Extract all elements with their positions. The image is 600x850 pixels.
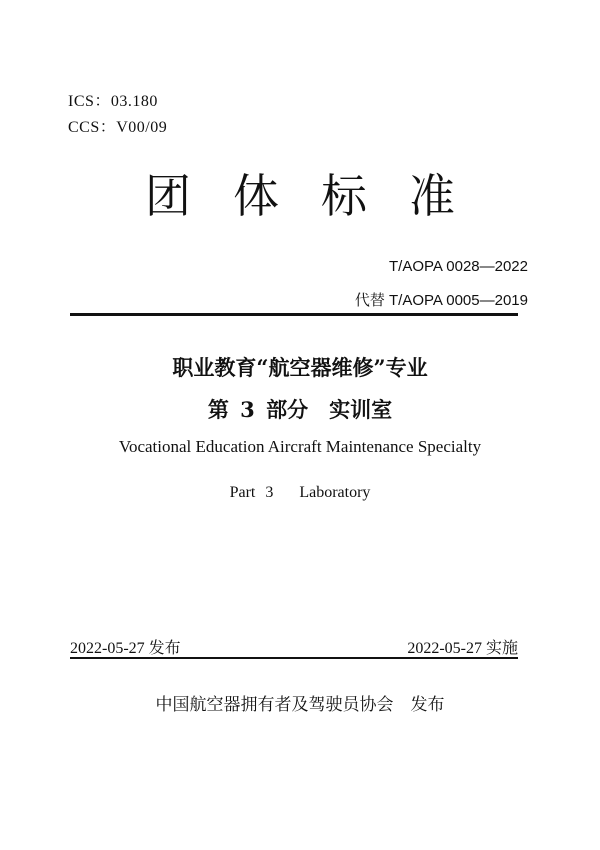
document-title-cn-line1: 职业教育“航空器维修”专业: [172, 355, 428, 380]
document-title-cn-line2: 第 3 部分 实训室: [207, 397, 393, 422]
page-title: 团体标准: [145, 169, 497, 223]
document-title-en-line2: Part 3 Laboratory: [229, 484, 371, 501]
implementation-date: 2022-05-27 实施: [407, 640, 518, 657]
issue-date: 2022-05-27 发布: [70, 640, 181, 657]
document-title-en-line1: Vocational Education Aircraft Maintenance Specialty: [118, 437, 482, 456]
ics-code: ICS：03.180: [68, 93, 158, 110]
ccs-code: CCS：V00/09: [68, 119, 168, 136]
top-divider: [70, 313, 518, 316]
bottom-divider: [70, 657, 518, 659]
replaces-standard: 代替 T/AOPA 0005—2019: [354, 292, 528, 309]
standard-number: T/AOPA 0028—2022: [389, 258, 528, 275]
publisher: 中国航空器拥有者及驾驶员协会 发布: [155, 695, 445, 715]
